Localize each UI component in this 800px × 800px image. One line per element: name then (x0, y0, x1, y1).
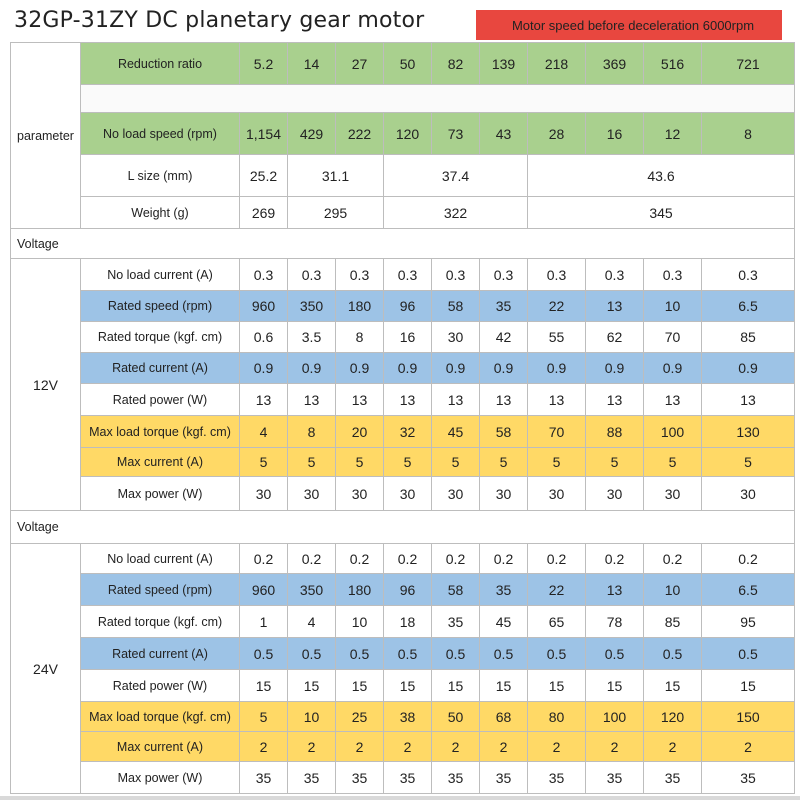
row-label: Max power (W) (81, 762, 240, 794)
cell: 16 (586, 113, 644, 155)
cell: 30 (432, 477, 480, 511)
cell: 35 (702, 762, 795, 794)
cell: 55 (528, 322, 586, 353)
cell: 78 (586, 606, 644, 638)
cell: 5 (586, 448, 644, 477)
row-label: Rated power (W) (81, 670, 240, 702)
cell: 960 (240, 574, 288, 606)
cell: 43 (480, 113, 528, 155)
cell: 139 (480, 43, 528, 85)
cell: 13 (336, 384, 384, 416)
cell: 0.5 (644, 638, 702, 670)
cell: 15 (528, 670, 586, 702)
voltage-row (11, 229, 795, 259)
cell: 58 (480, 416, 528, 448)
cell: 38 (384, 702, 432, 732)
speed-banner: Motor speed before deceleration 6000rpm (476, 10, 782, 40)
row-label: No load current (A) (81, 259, 240, 291)
row-label: Rated torque (kgf. cm) (81, 322, 240, 353)
cell: 12 (644, 113, 702, 155)
reduction-ratio-row (11, 43, 795, 85)
voltage-12v-label: 12V (11, 259, 81, 511)
cell: 13 (528, 384, 586, 416)
cell: 13 (480, 384, 528, 416)
cell: 42 (480, 322, 528, 353)
cell: 0.3 (432, 259, 480, 291)
cell: 35 (480, 291, 528, 322)
cell: 37.4 (384, 155, 528, 197)
cell: 0.9 (336, 353, 384, 384)
table-row (11, 322, 795, 353)
cell: 0.2 (384, 544, 432, 574)
row-label: Max load torque (kgf. cm) (81, 702, 240, 732)
cell: 30 (432, 322, 480, 353)
cell: 0.2 (288, 544, 336, 574)
row-label: Rated speed (rpm) (81, 574, 240, 606)
cell: 5 (432, 448, 480, 477)
cell: 50 (384, 43, 432, 85)
cell: 73 (432, 113, 480, 155)
row-label: Rated current (A) (81, 638, 240, 670)
cell: 0.3 (240, 259, 288, 291)
cell: 30 (240, 477, 288, 511)
cell: 68 (480, 702, 528, 732)
cell: 65 (528, 606, 586, 638)
cell: 5 (336, 448, 384, 477)
cell: 5 (480, 448, 528, 477)
cell: 70 (644, 322, 702, 353)
cell: 4 (240, 416, 288, 448)
bottom-divider (0, 796, 800, 800)
table-row (11, 606, 795, 638)
cell: 350 (288, 574, 336, 606)
cell: 70 (528, 416, 586, 448)
cell: 0.3 (480, 259, 528, 291)
row-label: Max current (A) (81, 732, 240, 762)
cell: 30 (586, 477, 644, 511)
cell: 32 (384, 416, 432, 448)
cell: 27 (336, 43, 384, 85)
cell: 35 (432, 762, 480, 794)
cell: 30 (644, 477, 702, 511)
spacer-row (11, 85, 795, 113)
cell: 10 (644, 574, 702, 606)
cell: 8 (702, 113, 795, 155)
cell: 0.3 (528, 259, 586, 291)
cell: 0.9 (432, 353, 480, 384)
table-row (11, 638, 795, 670)
cell: 5.2 (240, 43, 288, 85)
cell: 30 (702, 477, 795, 511)
cell: 13 (288, 384, 336, 416)
cell: 35 (336, 762, 384, 794)
table-row (11, 732, 795, 762)
cell: 0.2 (240, 544, 288, 574)
cell: 13 (702, 384, 795, 416)
cell: 1,154 (240, 113, 288, 155)
row-label: No load current (A) (81, 544, 240, 574)
cell: 13 (586, 574, 644, 606)
cell: 0.2 (480, 544, 528, 574)
cell: 15 (288, 670, 336, 702)
row-label: Max load torque (kgf. cm) (81, 416, 240, 448)
weight-row (11, 197, 795, 229)
cell: 322 (384, 197, 528, 229)
cell: 2 (586, 732, 644, 762)
cell: 295 (288, 197, 384, 229)
spec-table (10, 42, 795, 794)
row-label: Rated current (A) (81, 353, 240, 384)
cell: 95 (702, 606, 795, 638)
cell: 15 (586, 670, 644, 702)
cell: 13 (586, 384, 644, 416)
cell: 28 (528, 113, 586, 155)
cell: 0.9 (528, 353, 586, 384)
cell: 5 (240, 702, 288, 732)
cell: 0.3 (644, 259, 702, 291)
cell: 2 (702, 732, 795, 762)
row-label: Rated speed (rpm) (81, 291, 240, 322)
cell: 0.9 (586, 353, 644, 384)
cell: 35 (644, 762, 702, 794)
cell: 0.5 (432, 638, 480, 670)
cell: 960 (240, 291, 288, 322)
cell: 0.2 (586, 544, 644, 574)
cell: 31.1 (288, 155, 384, 197)
cell: 350 (288, 291, 336, 322)
cell: 3.5 (288, 322, 336, 353)
cell: 100 (644, 416, 702, 448)
cell: 13 (384, 384, 432, 416)
cell: 345 (528, 197, 795, 229)
cell: 10 (336, 606, 384, 638)
cell: 4 (288, 606, 336, 638)
cell: 0.5 (384, 638, 432, 670)
cell: 2 (288, 732, 336, 762)
cell: 0.6 (240, 322, 288, 353)
cell: 0.9 (240, 353, 288, 384)
cell: 88 (586, 416, 644, 448)
table-row (11, 384, 795, 416)
cell: 0.3 (384, 259, 432, 291)
cell: 6.5 (702, 291, 795, 322)
no-load-speed-row (11, 113, 795, 155)
cell: 15 (480, 670, 528, 702)
cell: 35 (586, 762, 644, 794)
table-row (11, 574, 795, 606)
cell: 2 (432, 732, 480, 762)
cell: 85 (702, 322, 795, 353)
cell: 120 (384, 113, 432, 155)
cell: 0.9 (480, 353, 528, 384)
cell: 5 (528, 448, 586, 477)
cell: 16 (384, 322, 432, 353)
cell: 58 (432, 291, 480, 322)
row-label: Reduction ratio (81, 43, 240, 85)
cell: 0.2 (432, 544, 480, 574)
cell: 30 (288, 477, 336, 511)
page-title: 32GP-31ZY DC planetary gear motor (14, 8, 425, 33)
cell: 22 (528, 574, 586, 606)
table-row (11, 353, 795, 384)
cell: 35 (240, 762, 288, 794)
cell: 5 (702, 448, 795, 477)
cell: 8 (336, 322, 384, 353)
cell: 15 (240, 670, 288, 702)
cell: 0.9 (702, 353, 795, 384)
cell: 0.2 (702, 544, 795, 574)
cell: 96 (384, 574, 432, 606)
cell: 269 (240, 197, 288, 229)
cell: 100 (586, 702, 644, 732)
table-row (11, 477, 795, 511)
cell: 0.5 (480, 638, 528, 670)
table-row (11, 416, 795, 448)
cell: 0.2 (644, 544, 702, 574)
cell: 0.9 (644, 353, 702, 384)
cell: 0.2 (528, 544, 586, 574)
cell: 0.5 (528, 638, 586, 670)
cell: 35 (480, 762, 528, 794)
cell: 50 (432, 702, 480, 732)
cell: 180 (336, 574, 384, 606)
table-row (11, 762, 795, 794)
cell: 0.5 (586, 638, 644, 670)
cell: 80 (528, 702, 586, 732)
parameter-label: parameter (11, 43, 81, 229)
cell: 45 (432, 416, 480, 448)
cell: 25.2 (240, 155, 288, 197)
cell: 5 (288, 448, 336, 477)
cell: 30 (480, 477, 528, 511)
cell: 35 (432, 606, 480, 638)
cell: 429 (288, 113, 336, 155)
l-size-row (11, 155, 795, 197)
table-row (11, 670, 795, 702)
cell: 20 (336, 416, 384, 448)
cell: 43.6 (528, 155, 795, 197)
cell: 5 (384, 448, 432, 477)
cell: 45 (480, 606, 528, 638)
cell: 18 (384, 606, 432, 638)
cell: 0.3 (336, 259, 384, 291)
cell: 22 (528, 291, 586, 322)
table-row (11, 702, 795, 732)
cell: 10 (644, 291, 702, 322)
cell: 8 (288, 416, 336, 448)
cell: 13 (432, 384, 480, 416)
table-row (11, 544, 795, 574)
cell: 5 (644, 448, 702, 477)
cell: 30 (384, 477, 432, 511)
cell: 2 (644, 732, 702, 762)
cell: 10 (288, 702, 336, 732)
cell: 516 (644, 43, 702, 85)
cell: 2 (528, 732, 586, 762)
row-label: Rated power (W) (81, 384, 240, 416)
cell: 180 (336, 291, 384, 322)
cell: 150 (702, 702, 795, 732)
cell: 15 (702, 670, 795, 702)
cell: 369 (586, 43, 644, 85)
cell: 2 (336, 732, 384, 762)
cell: 96 (384, 291, 432, 322)
cell: 15 (432, 670, 480, 702)
cell: 2 (384, 732, 432, 762)
cell: 222 (336, 113, 384, 155)
row-label: L size (mm) (81, 155, 240, 197)
cell: 35 (384, 762, 432, 794)
row-label: Rated torque (kgf. cm) (81, 606, 240, 638)
cell: 0.9 (288, 353, 336, 384)
cell: 1 (240, 606, 288, 638)
cell: 13 (644, 384, 702, 416)
spacer-cell (81, 85, 795, 113)
cell: 0.5 (240, 638, 288, 670)
cell: 0.3 (288, 259, 336, 291)
cell: 0.2 (336, 544, 384, 574)
table-row (11, 448, 795, 477)
cell: 6.5 (702, 574, 795, 606)
cell: 0.5 (702, 638, 795, 670)
table-row (11, 259, 795, 291)
cell: 0.5 (336, 638, 384, 670)
row-label: No load speed (rpm) (81, 113, 240, 155)
cell: 25 (336, 702, 384, 732)
cell: 30 (336, 477, 384, 511)
table-row (11, 291, 795, 322)
cell: 5 (240, 448, 288, 477)
cell: 0.5 (288, 638, 336, 670)
cell: 15 (644, 670, 702, 702)
voltage-row (11, 511, 795, 544)
cell: 13 (240, 384, 288, 416)
cell: 15 (384, 670, 432, 702)
cell: 2 (480, 732, 528, 762)
cell: 35 (480, 574, 528, 606)
cell: 14 (288, 43, 336, 85)
cell: 30 (528, 477, 586, 511)
cell: 62 (586, 322, 644, 353)
row-label: Weight (g) (81, 197, 240, 229)
cell: 82 (432, 43, 480, 85)
cell: 130 (702, 416, 795, 448)
cell: 15 (336, 670, 384, 702)
voltage-label: Voltage (11, 511, 795, 544)
voltage-label: Voltage (11, 229, 795, 259)
cell: 0.3 (586, 259, 644, 291)
cell: 35 (528, 762, 586, 794)
cell: 2 (240, 732, 288, 762)
row-label: Max power (W) (81, 477, 240, 511)
row-label: Max current (A) (81, 448, 240, 477)
voltage-24v-label: 24V (11, 544, 81, 794)
cell: 218 (528, 43, 586, 85)
cell: 0.3 (702, 259, 795, 291)
cell: 120 (644, 702, 702, 732)
cell: 58 (432, 574, 480, 606)
cell: 721 (702, 43, 795, 85)
cell: 85 (644, 606, 702, 638)
cell: 13 (586, 291, 644, 322)
cell: 35 (288, 762, 336, 794)
cell: 0.9 (384, 353, 432, 384)
